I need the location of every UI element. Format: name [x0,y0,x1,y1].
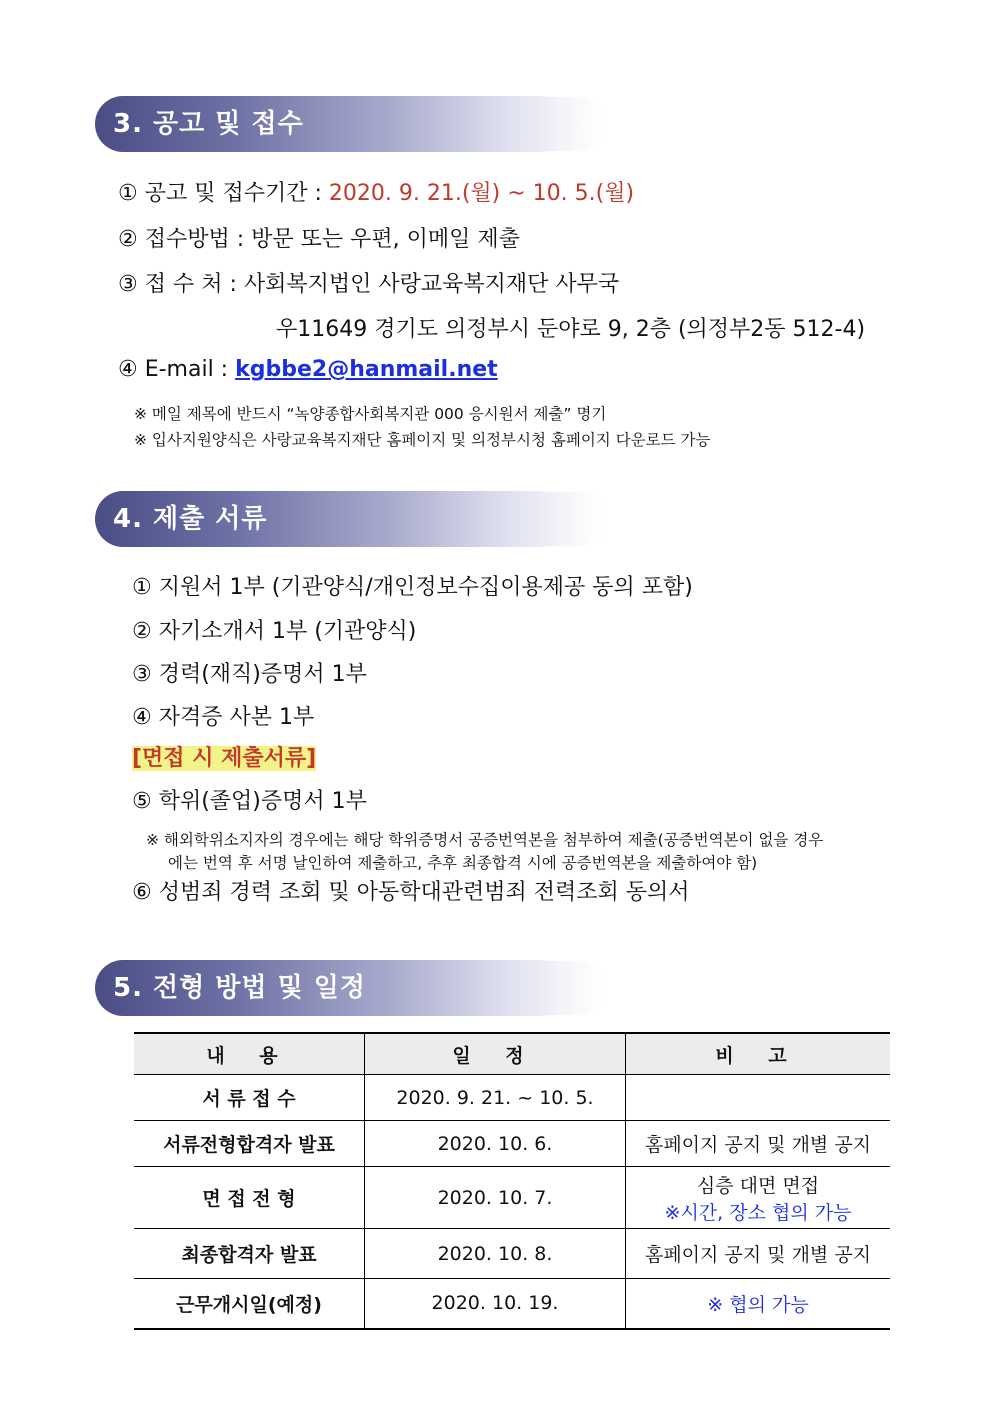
interview-heading-text: [면접 시 제출서류] [132,746,317,771]
row-content: 서 류 접 수 [134,1075,365,1121]
row-date: 2020. 10. 7. [365,1167,626,1229]
header-date: 일 정 [365,1033,626,1075]
interview-heading [132,741,316,772]
form-download-note: ※ 입사지원양식은 사랑교육복지재단 홈페이지 및 의정부시청 홈페이지 다운로드 가능 [134,431,711,449]
header-content: 내 용 [134,1033,365,1075]
section-4-title: 4. 제출 서류 [113,504,268,534]
doc-item-3: ③ 경력(재직)증명서 1부 [132,662,367,687]
row-date: 2020. 10. 8. [365,1229,626,1279]
email-label: ④ E-mail : [118,357,236,382]
foreign-degree-note-1: ※ 해외학위소지자의 경우에는 해당 학위증명서 공증번역본을 첨부하여 제출(공증번역본이 없을 경우 [146,831,824,849]
doc-item-5: ⑤ 학위(졸업)증명서 1부 [132,789,367,814]
period-item [118,176,634,207]
row-note: 홈페이지 공지 및 개별 공지 [626,1121,891,1167]
doc-item-6: ⑥ 성범죄 경력 조회 및 아동학대관련범죄 전력조회 동의서 [132,880,690,905]
banner-cap [543,491,613,547]
doc-item-1: ① 지원서 1부 (기관양식/개인정보수집이용제공 동의 포함) [132,575,693,600]
email-item [118,357,498,382]
row-note: ※ 협의 가능 [626,1279,891,1329]
banner-cap [543,960,613,1016]
banner-cap [543,96,613,152]
table-row [134,1075,890,1121]
row-note [626,1075,891,1121]
mail-subject-note: ※ 메일 제목에 반드시 “녹양종합사회복지관 000 응시원서 제출” 명기 [134,405,607,423]
row-note: 홈페이지 공지 및 개별 공지 [626,1229,891,1279]
schedule-table [134,1032,890,1330]
row-content: 면 접 전 형 [134,1167,365,1229]
row-date: 2020. 10. 19. [365,1279,626,1329]
foreign-degree-note-2: 에는 번역 후 서명 날인하여 제출하고, 추후 최종합격 시에 공증번역본을 제출하여야 함) [168,854,758,872]
table-row [134,1121,890,1167]
row-date: 2020. 10. 6. [365,1121,626,1167]
place-address: 우11649 경기도 의정부시 둔야로 9, 2층 (의정부2동 512-4) [276,317,866,342]
row-content: 최종합격자 발표 [134,1229,365,1279]
row-content: 근무개시일(예정) [134,1279,365,1329]
section-3-banner [95,96,605,152]
table-row [134,1167,890,1229]
section-5-banner [95,960,605,1016]
table-row [134,1279,890,1329]
section-5-title: 5. 전형 방법 및 일정 [113,973,366,1003]
row-date: 2020. 9. 21. ~ 10. 5. [365,1075,626,1121]
row-note-sub: ※시간, 장소 협의 가능 [664,1201,852,1224]
header-note: 비 고 [626,1033,891,1075]
email-link[interactable]: kgbbe2@hanmail.net [235,357,498,382]
period-value: 2020. 9. 21.(월) ~ 10. 5.(월) [328,181,635,206]
row-content: 서류전형합격자 발표 [134,1121,365,1167]
row-note: 심층 대면 면접 [696,1174,820,1197]
doc-item-4: ④ 자격증 사본 1부 [132,705,315,730]
doc-item-2: ② 자기소개서 1부 (기관양식) [132,619,417,644]
row-note-cell [626,1167,891,1229]
table-header-row [134,1033,890,1075]
table-row [134,1229,890,1279]
section-3-title: 3. 공고 및 접수 [113,109,304,139]
section-4-banner [95,491,605,547]
period-label: ① 공고 및 접수기간 : [118,181,329,206]
place-item: ③ 접 수 처 : 사회복지법인 사랑교육복지재단 사무국 [118,272,620,297]
method-item: ② 접수방법 : 방문 또는 우편, 이메일 제출 [118,227,520,252]
